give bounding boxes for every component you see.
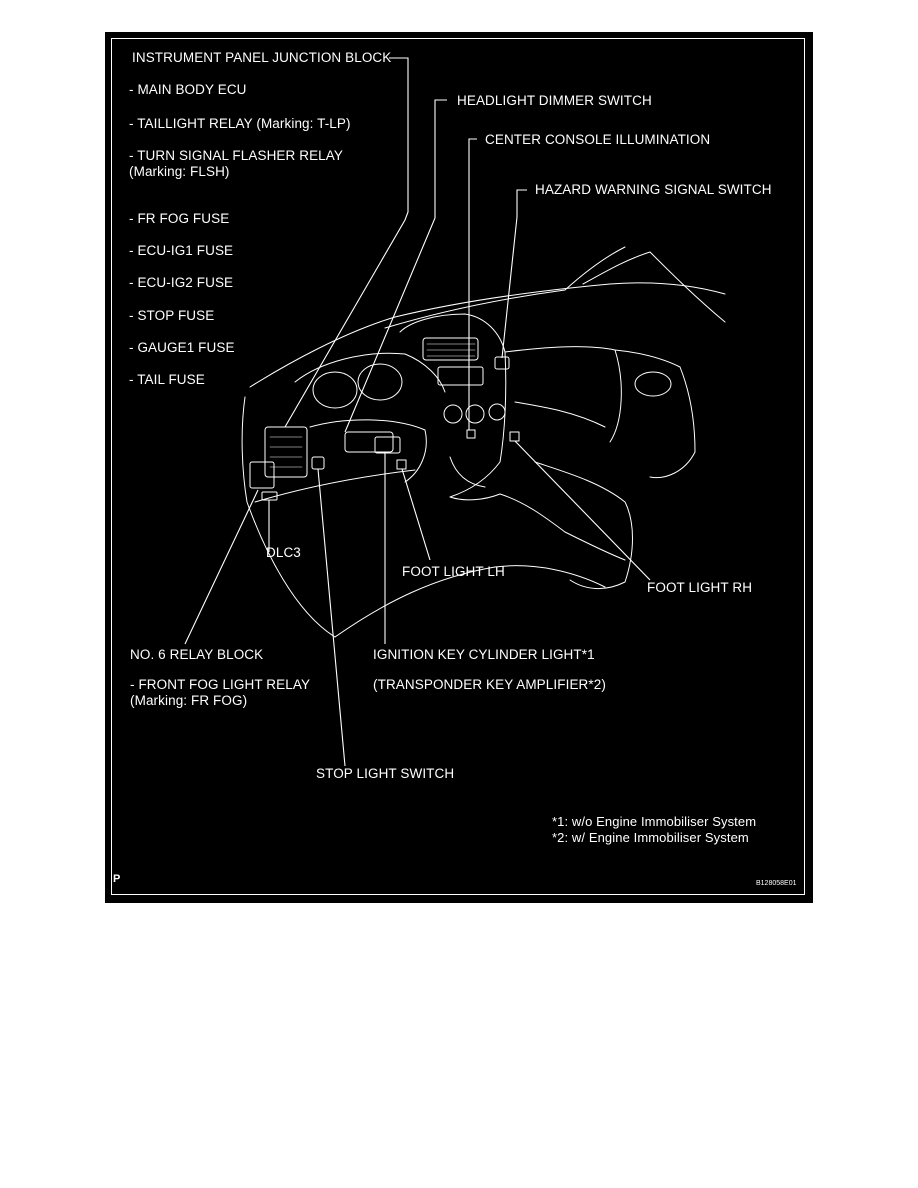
ignition-switch [375, 437, 400, 453]
leader-stop-light [318, 469, 345, 766]
foot-light-rh-unit [510, 432, 519, 441]
air-vent-center [423, 338, 478, 360]
windshield-line [385, 247, 625, 328]
dash-top-outline [250, 283, 725, 387]
junction-block-title: INSTRUMENT PANEL JUNCTION BLOCK [132, 50, 392, 65]
foot-light-lh-unit [397, 460, 406, 469]
glovebox [515, 402, 605, 427]
steering-column [310, 420, 426, 482]
footnote-1: *1: w/o Engine Immobiliser System [552, 814, 757, 829]
junction-item-fr-fog-fuse: - FR FOG FUSE [129, 211, 230, 226]
footnote-2: *2: w/ Engine Immobiliser System [552, 830, 749, 845]
door-handle [635, 372, 671, 396]
label-front-fog-light-relay: - FRONT FOG LIGHT RELAY (Marking: FR FOG) [130, 677, 311, 708]
leader-relay-block [185, 490, 258, 644]
center-console-lamp [467, 430, 475, 438]
stop-light-switch-unit [312, 457, 324, 469]
diagram-figure [105, 32, 813, 903]
passenger-dash [505, 347, 621, 442]
climate-knob-left [444, 405, 462, 423]
junction-item-flasher-relay: - TURN SIGNAL FLASHER RELAY (Marking: FLSH) [129, 148, 343, 179]
climate-knob-right [489, 404, 505, 420]
right-door [615, 350, 695, 478]
junction-item-tail-fuse: - TAIL FUSE [129, 372, 205, 387]
label-stop-light-switch: STOP LIGHT SWITCH [316, 766, 455, 781]
label-ignition-key-cylinder-light: IGNITION KEY CYLINDER LIGHT*1 [373, 647, 595, 662]
speedometer [313, 372, 357, 408]
junction-item-ecu-ig2-fuse: - ECU-IG2 FUSE [129, 275, 234, 290]
left-dash-panel [242, 397, 335, 637]
a-pillar-right [583, 252, 725, 322]
label-center-console-illumination: CENTER CONSOLE ILLUMINATION [485, 132, 711, 147]
figure-code: B128058E01 [756, 880, 797, 887]
leader-junction-block [285, 58, 408, 427]
junction-block-unit [265, 427, 307, 477]
label-dlc3: DLC3 [266, 545, 301, 560]
junction-item-taillight-relay: - TAILLIGHT RELAY (Marking: T-LP) [129, 116, 351, 131]
leader-headlight-dimmer [345, 100, 447, 432]
leader-center-console [469, 139, 477, 430]
hazard-switch-unit [495, 357, 509, 369]
relay-unit [250, 462, 274, 488]
label-foot-light-lh: FOOT LIGHT LH [402, 564, 505, 579]
leader-foot-lh [402, 469, 430, 560]
label-relay-block: NO. 6 RELAY BLOCK [130, 647, 264, 662]
junction-item-gauge1-fuse: - GAUGE1 FUSE [129, 340, 235, 355]
leader-hazard [502, 190, 527, 358]
label-foot-light-rh: FOOT LIGHT RH [647, 580, 753, 595]
label-headlight-dimmer-switch: HEADLIGHT DIMMER SWITCH [457, 93, 652, 108]
junction-item-stop-fuse: - STOP FUSE [129, 308, 215, 323]
corner-mark: P [113, 873, 121, 885]
label-hazard-warning-switch: HAZARD WARNING SIGNAL SWITCH [535, 182, 772, 197]
junction-item-main-body-ecu: - MAIN BODY ECU [129, 82, 247, 97]
audio-unit [438, 367, 483, 385]
tachometer [358, 364, 402, 400]
label-transponder-key-amplifier: (TRANSPONDER KEY AMPLIFIER*2) [373, 677, 606, 692]
lower-dash-edge [255, 470, 415, 502]
combination-switch [345, 432, 393, 452]
junction-item-ecu-ig1-fuse: - ECU-IG1 FUSE [129, 243, 234, 258]
passenger-seat [535, 462, 633, 589]
